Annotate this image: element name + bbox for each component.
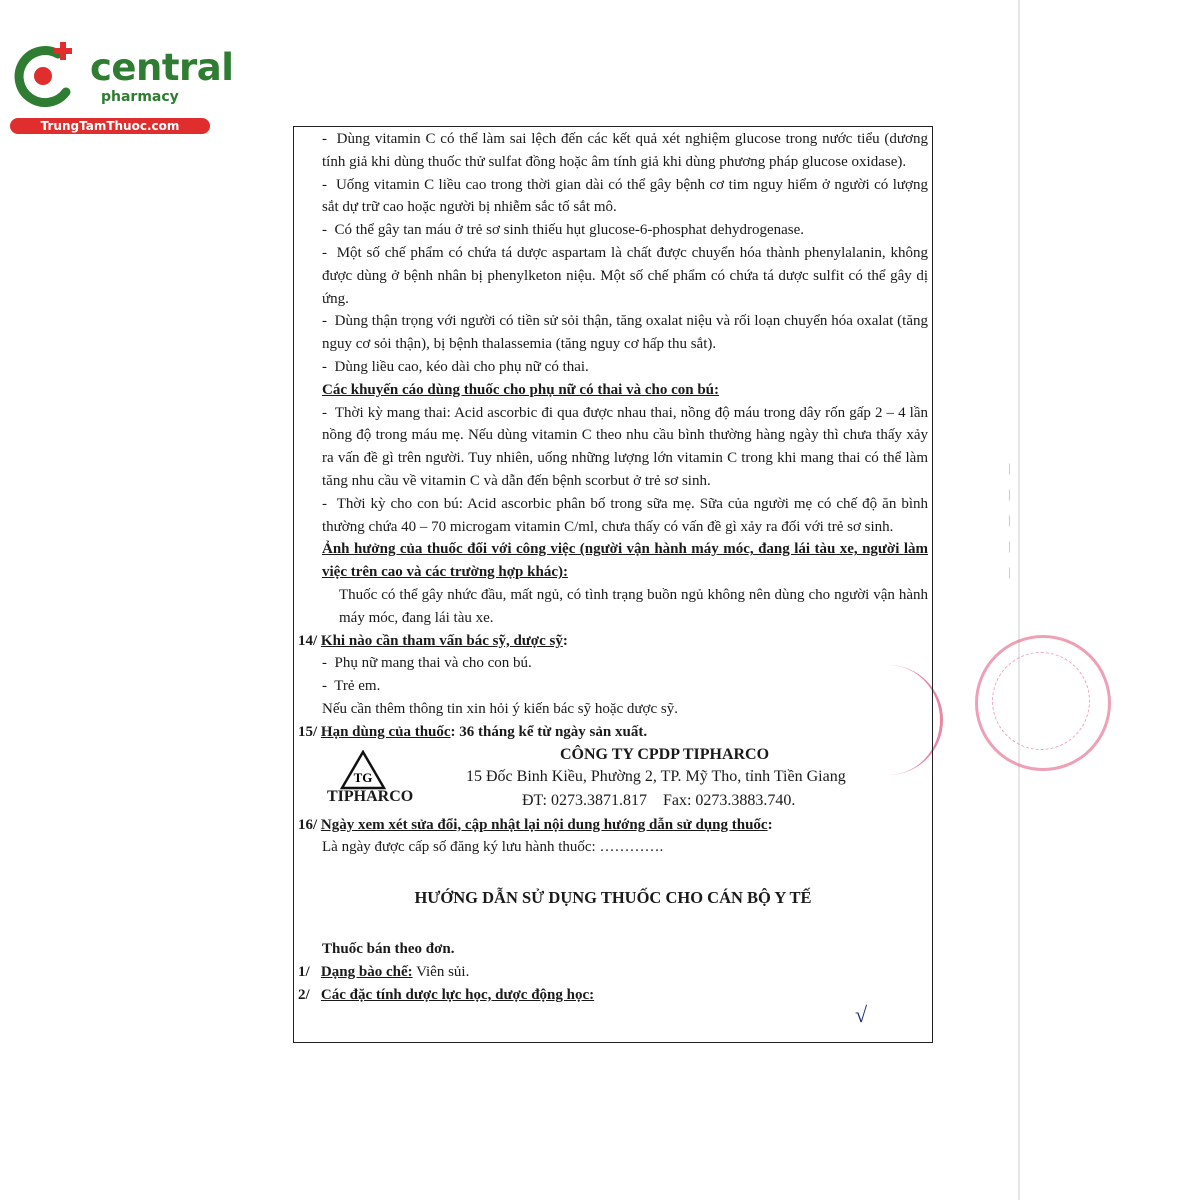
- dosage-form-text: Viên sủi.: [412, 963, 470, 980]
- consult-item: - Phụ nữ mang thai và cho con bú.: [298, 652, 928, 675]
- warning-item: - Dùng liều cao, kéo dài cho phụ nữ có thai.: [298, 356, 928, 379]
- section-number: 15/: [298, 723, 318, 740]
- warning-item: - Dùng thận trọng với người có tiền sử sỏi thận, tăng oxalat niệu và rối loạn chuyển hóa oxalat (tăng nguy cơ sỏi thận), bị bệnh thalassemia (tăng nguy cơ hấp thu sắt).: [298, 310, 928, 356]
- warning-item: - Uống vitamin C liều cao trong thời gian dài có thể gây bệnh cơ tim nguy hiểm ở người có lượng sắt dự trữ cao hoặc người bị nhiễm sắc tố sắt mô.: [298, 174, 928, 220]
- section-1-heading: [298, 961, 928, 984]
- consult-item: - Trẻ em.: [298, 675, 928, 698]
- warning-item: - Có thể gây tan máu ở trẻ sơ sinh thiếu hụt glucose-6-phosphat dehydrogenase.: [298, 219, 928, 242]
- pharmacy-cross-icon: [10, 40, 80, 110]
- work-text: Thuốc có thể gây nhức đầu, mất ngủ, có tình trạng buồn ngủ không nên dùng cho người vận hành máy móc, đang lái tàu xe.: [339, 586, 928, 626]
- svg-text:TG: TG: [353, 769, 373, 785]
- section-number: 1/: [298, 963, 310, 980]
- section-14-heading: 14/ Khi nào cần tham vấn bác sỹ, dược sỹ:: [298, 632, 568, 649]
- section-16-heading: 16/ Ngày xem xét sửa đổi, cập nhật lại nội dung hướng dẫn sử dụng thuốc:: [298, 816, 773, 833]
- section-number: 14/: [298, 632, 318, 649]
- section-title: Hạn dùng của thuốc: [320, 723, 451, 740]
- side-stamp-marks: | | | | |: [1008, 460, 1011, 579]
- prescription-note: Thuốc bán theo đơn.: [322, 940, 455, 957]
- section-2-heading: [298, 984, 928, 1007]
- pregnancy-heading: Các khuyến cáo dùng thuốc cho phụ nữ có thai và cho con bú:: [322, 381, 720, 398]
- section-number: 2/: [298, 986, 310, 1003]
- shelf-life-text: : 36 tháng kể từ ngày sản xuất.: [450, 723, 648, 740]
- pregnancy-item: - Thời kỳ mang thai: Acid ascorbic đi qua được nhau thai, nồng độ máu trong dây rốn gấp 2 – 4 lần nồng độ trong máu mẹ. Nếu dùng vitamin C theo nhu cầu bình thường hàng ngày thì chưa thấy xảy ra vấn đề gì trên người. Tuy nhiên, uống những lượng lớn vitamin C trong khi mang thai có thể làm tăng nhu cầu về vitamin C và dẫn đến bệnh scorbut ở trẻ sơ sinh.: [298, 402, 928, 493]
- section-title: Dạng bào chế:: [320, 963, 413, 980]
- section-title: Các đặc tính dược lực học, dược động học:: [320, 986, 595, 1003]
- review-date-text: Là ngày được cấp số đăng ký lưu hành thuốc: ………….: [322, 839, 664, 856]
- red-seal-stamp-inner: [992, 652, 1090, 750]
- tipharco-logo-icon: [340, 750, 386, 790]
- warning-item: - Dùng vitamin C có thể làm sai lệch đến các kết quả xét nghiệm glucose trong nước tiểu (dương tính giả khi dùng thuốc thử sulfat đồng hoặc âm tính giả khi dùng phương pháp glucose oxidase).: [298, 128, 928, 174]
- company-block: [298, 744, 928, 836]
- logo-subtitle: pharmacy: [101, 89, 179, 105]
- logo-name: central: [90, 46, 234, 89]
- section-title: Khi nào cần tham vấn bác sỹ, dược sỹ: [320, 632, 563, 649]
- tipharco-logo-label: TIPHARCO: [327, 787, 414, 805]
- work-heading: Ảnh hưởng của thuốc đối với công việc (người vận hành máy móc, đang lái tàu xe, người làm việc trên cao và các trường hợp khác):: [322, 541, 928, 581]
- logo-url-badge[interactable]: TrungTamThuoc.com: [10, 118, 210, 134]
- handwritten-check-mark: √: [855, 1002, 868, 1027]
- document-body: [298, 128, 928, 1006]
- warning-item: - Một số chế phẩm có chứa tá dược aspartam là chất được chuyển hóa thành phenylalanin, không được dùng ở bệnh nhân bị phenylketon niệu. Một số chế phẩm có chứa tá dược sulfit có thể gây dị ứng.: [298, 242, 928, 310]
- company-address: 15 Đốc Binh Kiều, Phường 2, TP. Mỹ Tho, tỉnh Tiền Giang: [466, 767, 846, 785]
- professional-guide-title: HƯỚNG DẪN SỬ DỤNG THUỐC CHO CÁN BỘ Y TẾ: [414, 888, 812, 908]
- section-15-heading: [298, 721, 928, 744]
- central-pharmacy-logo[interactable]: [10, 36, 234, 136]
- company-phone: ĐT: 0273.3871.817 Fax: 0273.3883.740.: [522, 791, 796, 809]
- company-name: CÔNG TY CPDP TIPHARCO: [560, 745, 770, 763]
- section-title: Ngày xem xét sửa đổi, cập nhật lại nội dung hướng dẫn sử dụng thuốc: [320, 816, 768, 833]
- section-number: 16/: [298, 816, 318, 833]
- consult-note: Nếu cần thêm thông tin xin hỏi ý kiến bác sỹ hoặc dược sỹ.: [322, 700, 678, 717]
- pregnancy-item: - Thời kỳ cho con bú: Acid ascorbic phân bố trong sữa mẹ. Sữa của người mẹ có chế độ ăn bình thường chứa 40 – 70 microgam vitamin C/ml, chưa thấy có vấn đề gì xảy ra đối với trẻ sơ sinh.: [298, 493, 928, 539]
